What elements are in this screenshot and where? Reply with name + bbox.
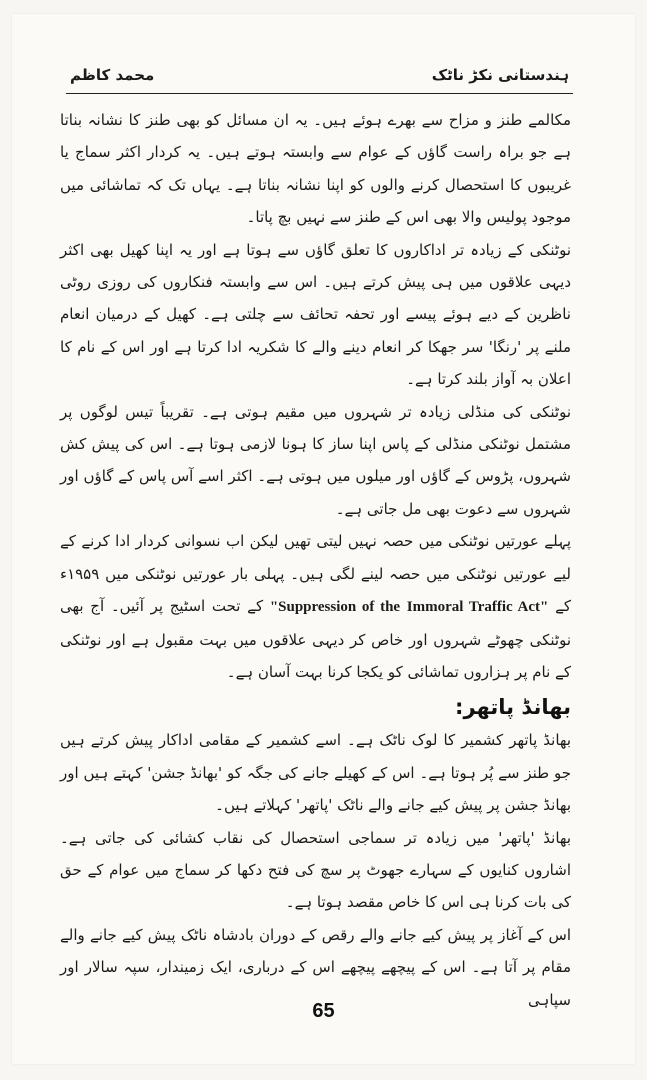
header-rule xyxy=(66,93,573,94)
act-name-part-2: Immoral Traffic Act" xyxy=(406,599,549,616)
running-header xyxy=(70,62,569,90)
page-number: 65 xyxy=(312,1000,335,1022)
paragraph-women-before: پہلے عورتیں نوٹنکی میں حصہ نہیں لیتی تھیں لیکن اب نسوانی کردار ادا کرنے کے لیے عورتیں نوٹنکی میں حصہ لینے لگی ہیں۔ پہلی بار عورتیں نوٹنکی میں ۱۹۵۹ء کے xyxy=(60,532,571,616)
section-paragraph-3: اس کے آغاز پر پیش کیے جانے والے رقص کے دوران بادشاہ ناٹک پیش کیے جانے والے مقام پر آتا ہے۔ اس کے پیچھے پیچھے اس کے درباری، ایک زمیندار، سپہ سالار اور سپاہی xyxy=(60,925,571,1009)
book-title: ہندستانی نکڑ ناٹک xyxy=(431,66,569,84)
section-paragraph-1: بھانڈ پاتھر کشمیر کا لوک ناٹک ہے۔ اسے کشمیر کے مقامی اداکار پیش کرتے ہیں جو طنز سے پُر ہوتا ہے۔ اس کے کھیلے جانے کی جگہ کو 'بھانڈ جشن' کہتے ہیں اور بھانڈ جشن پر پیش کیے جانے والے ناٹک 'پاتھر' کہلاتے ہیں۔ xyxy=(60,731,571,815)
paragraph-2: نوٹنکی کے زیادہ تر اداکاروں کا تعلق گاؤں سے ہوتا ہے اور یہ اپنا کھیل بھی اکثر دیہی علاقوں میں ہی پیش کرتے ہیں۔ اس سے وابستہ فنکاروں کی روزی روٹی ناظرین کے دیے ہوئے پیسے اور تحفہ تحائف سے چلتی ہے۔ کھیل کے درمیان انعام ملنے پر 'رنگا' سر جھکا کر انعام دینے والے کا شکریہ ادا کرتا ہے اور اس کے نام کا اعلان بہ آواز بلند کرتا ہے۔ xyxy=(60,240,571,389)
section-paragraph-2: بھانڈ 'پاتھر' میں زیادہ تر سماجی استحصال کی نقاب کشائی کی جاتی ہے۔ اشاروں کنایوں کے سہارے جھوٹ پر سچ کی فتح دکھا کر سماج میں عوام کے حق کی بات کرنا ہی اس کا خاص مقصد ہوتا ہے۔ xyxy=(60,828,571,912)
paragraph-women xyxy=(60,525,571,688)
act-name-part-1: "Suppression of the xyxy=(269,599,401,616)
paragraph-women-after: کے تحت اسٹیج پر آئیں۔ آج بھی نوٹنکی چھوٹے شہروں اور خاص کر دیہی علاقوں میں بہت مقبول ہے اور نوٹنکی کے نام پر ہزاروں تماشائی کو یکجا کرنا بہت آسان ہے۔ xyxy=(60,597,571,681)
paragraph-3: نوٹنکی کی منڈلی زیادہ تر شہروں میں مقیم ہوتی ہے۔ تقریباً تیس لوگوں پر مشتمل نوٹنکی منڈلی کے پاس اپنا ساز کا ہونا لازمی ہوتا ہے۔ اس کی پیش کش شہروں، پڑوس کے گاؤں اور میلوں میں ہوتی ہے۔ اکثر اسے آس پاس کے گاؤں اور شہروں سے دعوت بھی مل جاتی ہے۔ xyxy=(60,402,571,518)
paragraph-1: مکالمے طنز و مزاح سے بھرے ہوئے ہیں۔ یہ ان مسائل کو بھی طنز کا نشانہ بناتا ہے جو براہ راست گاؤں کے عوام سے وابستہ ہوتے ہیں۔ یہ کردار اکثر سماج یا غریبوں کا استحصال کرنے والوں کو اپنا نشانہ بناتا ہے۔ یہاں تک کہ تماشائی میں موجود پولیس والا بھی اس کے طنز سے نہیں بچ پاتا۔ xyxy=(60,111,571,227)
page-body xyxy=(60,104,571,1016)
section-heading: بھانڈ پاتھر: xyxy=(455,695,571,720)
section-heading-row xyxy=(60,690,571,724)
author-name: محمد کاظم xyxy=(70,66,155,84)
